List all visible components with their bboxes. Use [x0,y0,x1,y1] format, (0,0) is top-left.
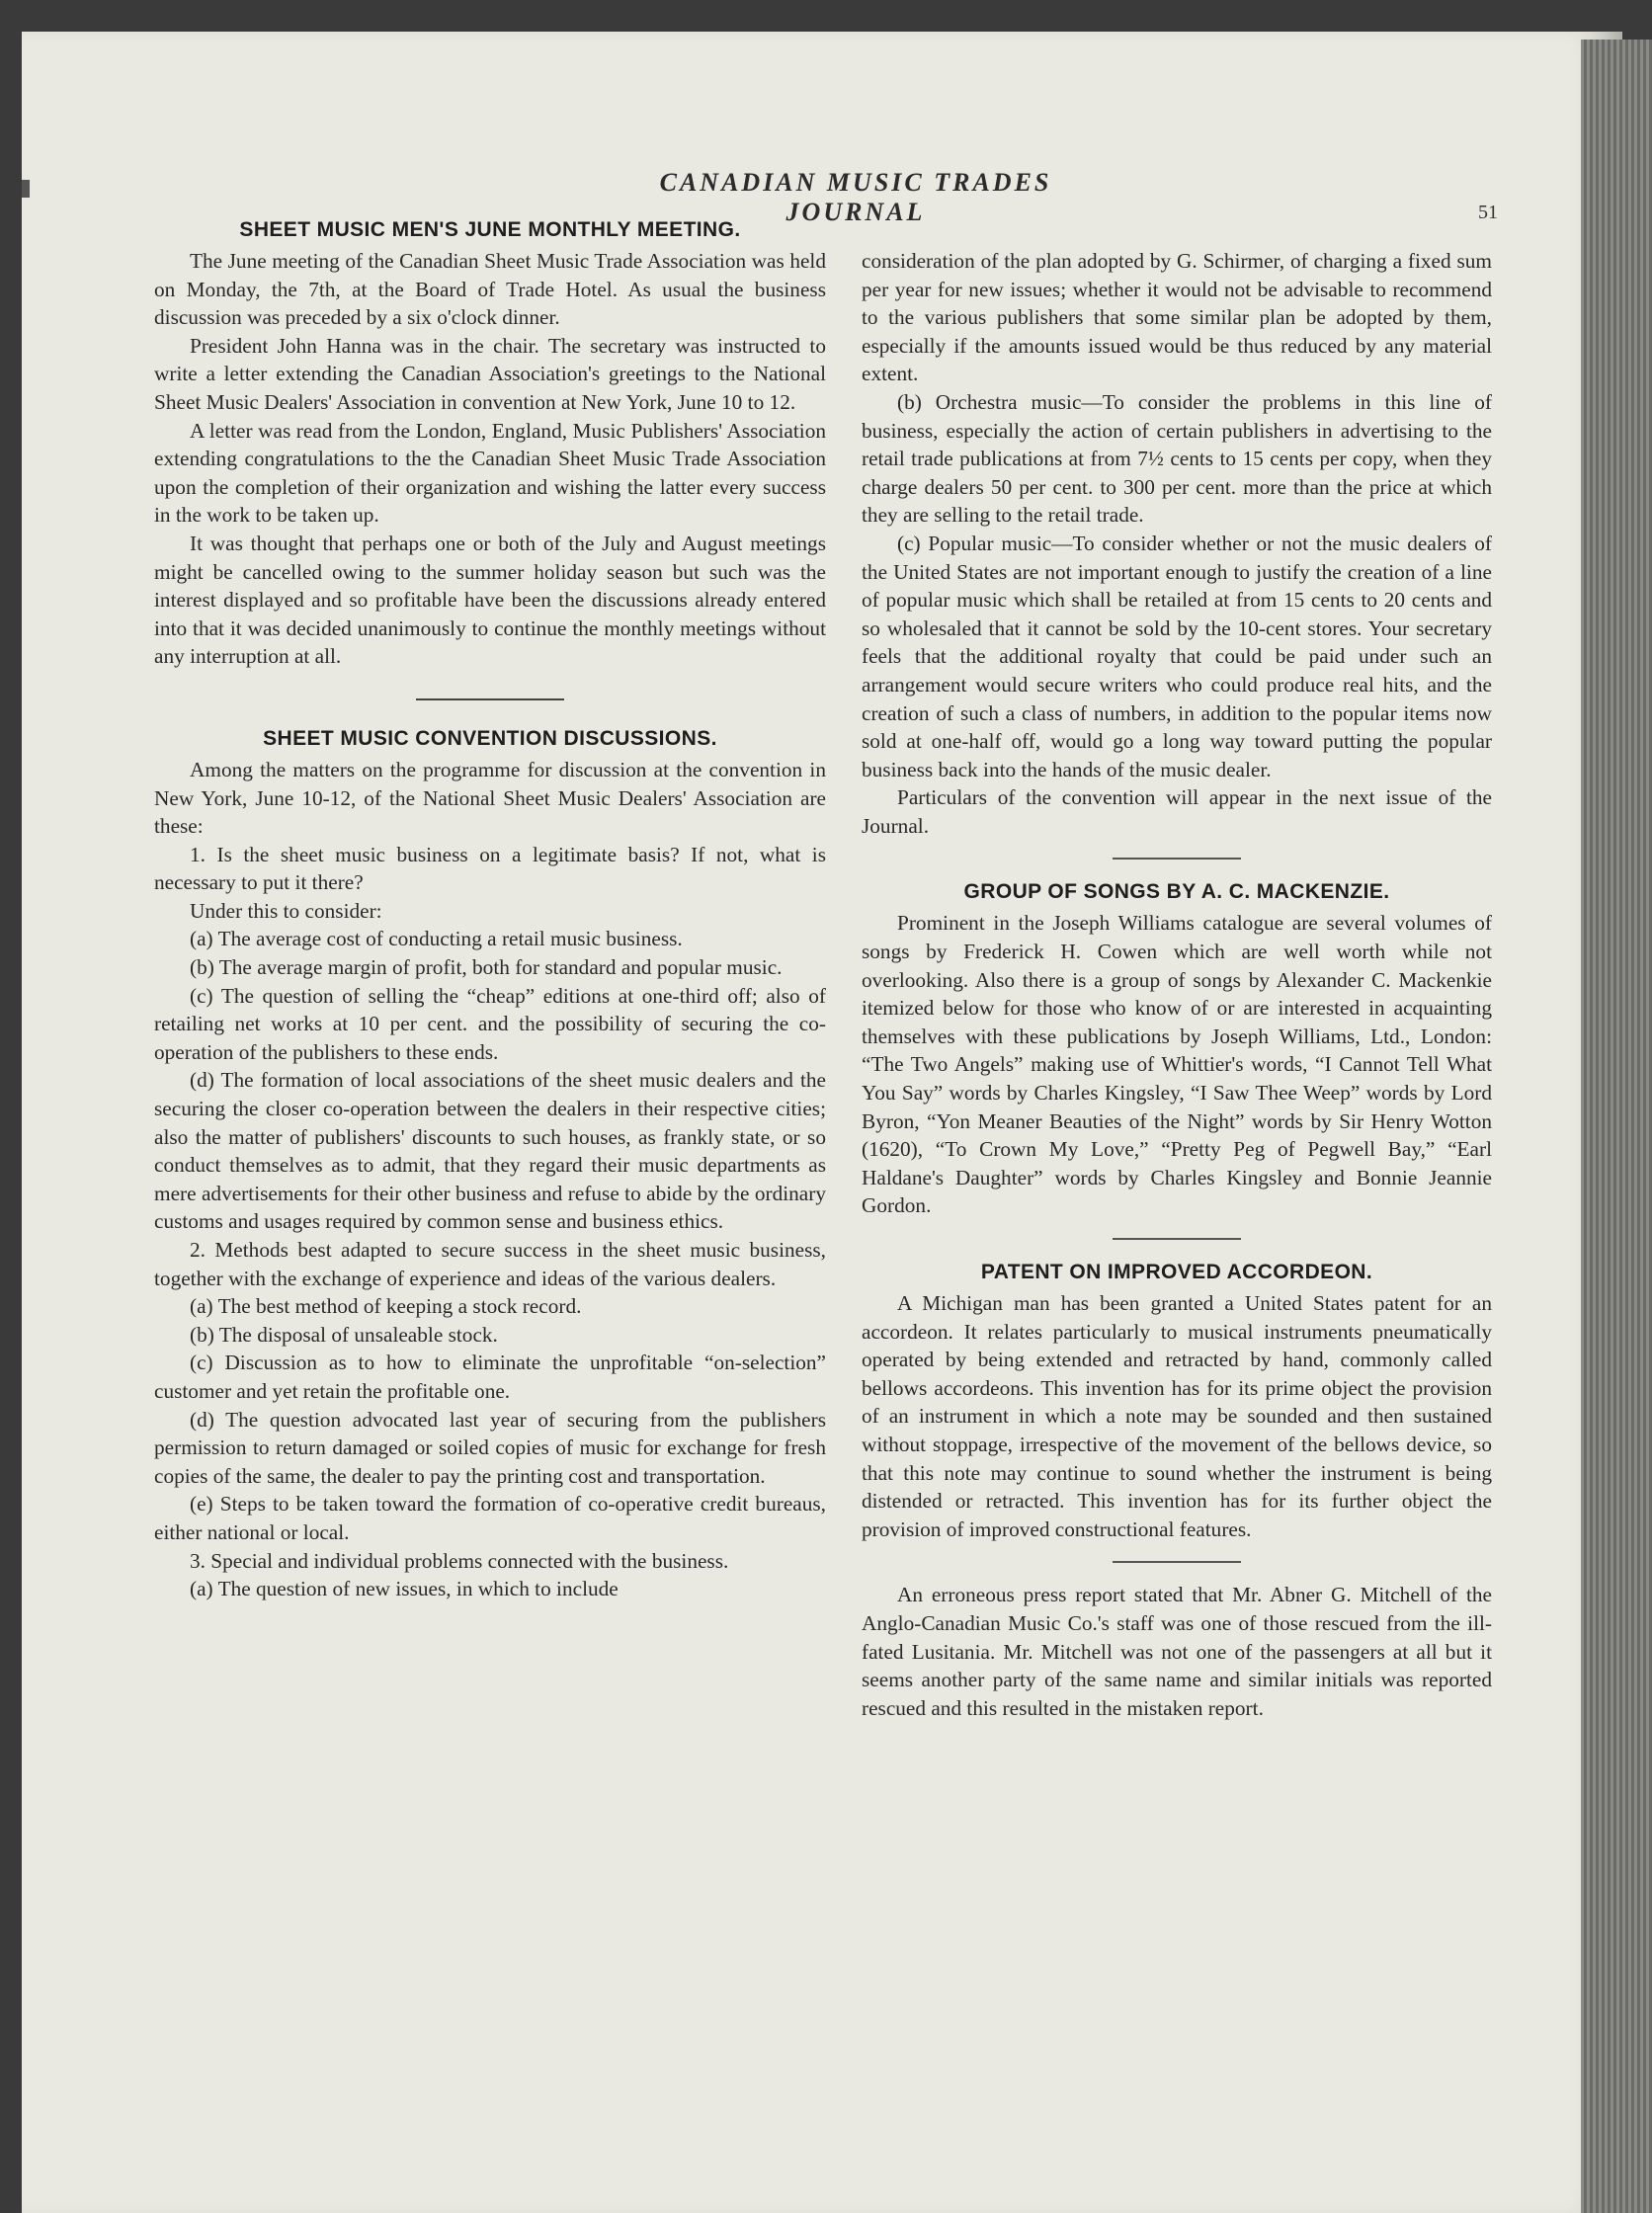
paragraph: (c) Popular music—To consider whether or not the music dealers of the United States are not important enough to justify the creation of a line of popular music which shall be retailed at from 15 cents to 20 cents and so wholesaled that it cannot be sold by the 10-cent stores. Your secretary feels that the additional royalty that could be paid under such an arrangement would secure writers who could produce real hits, and the creation of such a class of numbers, in addition to the popular items now sold at one-half off, would go a long way toward putting the popular business back into the hands of the music dealer. [862,531,1492,781]
page-number: 51 [1478,202,1498,223]
paragraph: A Michigan man has been granted a United States patent for an accordeon. It relates particularly to musical instruments pneumatically operated by being extended and retracted by hand, commonly called bellows accordeons. This invention has for its prime object the provision of an instrument in which a note may be sounded and then sustained without stoppage, irrespective of the movement of the bellows device, so that this note may continue to sound whether the instrument is being distended or retracted. This invention has for its further object the provision of improved constructional features. [862,1291,1492,1541]
right-column [862,247,1492,1722]
article-title-convention-discussions: SHEET MUSIC CONVENTION DISCUSSIONS. [263,726,717,750]
paragraph: Under this to consider: [190,898,382,923]
paragraph: The June meeting of the Canadian Sheet Music Trade Association was held on Monday, the 7th, at the Board of Trade Hotel. As usual the business discussion was preceded by a six o'clock dinner. [154,249,826,330]
book-spine-edge [1581,40,1652,2213]
paragraph: 2. Methods best adapted to secure success in the sheet music business, together with the exchange of experience and ideas of the various dealers. [154,1238,826,1290]
article-title-june-meeting: SHEET MUSIC MEN'S JUNE MONTHLY MEETING. [239,218,741,241]
paragraph: (b) The average margin of profit, both for standard and popular music. [190,955,783,980]
paragraph: (e) Steps to be taken toward the formation of co-operative credit bureaus, either national or local. [154,1492,826,1544]
paragraph: consideration of the plan adopted by G. Schirmer, of charging a fixed sum per year for new issues; whether it would not be advisable to recommend to the various publishers that some similar plan be adopted by them, especially if the amounts issued would be thus reduced by any material extent. [862,249,1492,386]
paragraph: Prominent in the Joseph Williams catalogue are several volumes of songs by Frederick H. Cowen which are well worth while not overlooking. Also there is a group of songs by Alexander C. Mackenkie itemized below for those who know of or are interested in acquainting themselves with these publications by Joseph Williams, Ltd., London: “The Two Angels” making use of Whittier's words, “I Cannot Tell What You Say” words by Charles Kingsley, “I Saw Thee Weep” words by Lord Byron, “Yon Meaner Beauties of the Night” words by Sir Henry Wotton (1620), “To Crown My Love,” “Pretty Peg of Pegwell Bay,” “Earl Haldane's Daughter” words by Charles Kingsley and Bonnie Jeannie Gordon. [862,911,1492,1218]
paragraph: A letter was read from the London, England, Music Publishers' Association extending congratulations to the the Canadian Sheet Music Trade Association upon the completion of their organization and wishing the latter every success in the work to be taken up. [154,418,826,528]
article-title-mackenzie-songs: GROUP OF SONGS BY A. C. MACKENZIE. [963,880,1390,904]
section-divider [416,698,564,700]
paragraph: 3. Special and individual problems connected with the business. [190,1548,729,1573]
paragraph: (c) Discussion as to how to eliminate the unprofitable “on-selection” customer and yet retain the profitable one. [154,1351,826,1403]
paragraph: President John Hanna was in the chair. The secretary was instructed to write a letter extending the Canadian Association's greetings to the National Sheet Music Dealers' Association in convention at New York, June 10 to 12. [154,333,826,414]
paragraph: An erroneous press report stated that Mr. Abner G. Mitchell of the Anglo-Canadian Music Co.'s staff was one of those rescued from the ill-fated Lusitania. Mr. Mitchell was not one of the passengers at all but it seems another party of the same name and similar initials was reported rescued and this resulted in the mistaken report. [862,1583,1492,1720]
section-divider [1113,1238,1241,1240]
paragraph: Among the matters on the programme for discussion at the convention in New York, June 10-12, of the National Sheet Music Dealers' Association are these: [154,757,826,839]
paragraph: (a) The average cost of conducting a retail music business. [190,927,683,951]
paragraph: (a) The best method of keeping a stock record. [190,1294,582,1319]
paragraph: Particulars of the convention will appear in the next issue of the Journal. [862,785,1492,838]
article-title-accordeon-patent: PATENT ON IMPROVED ACCORDEON. [980,1261,1373,1283]
paragraph: (c) The question of selling the “cheap” editions at one-third off; also of retailing net works at 10 per cent. and the possibility of securing the co-operation of the publishers to these ends. [154,983,826,1064]
page-edge-mark [22,180,30,198]
left-column [154,211,826,1603]
journal-title: CANADIAN MUSIC TRADES JOURNAL [659,168,1052,226]
paragraph: 1. Is the sheet music business on a legitimate basis? If not, what is necessary to put it there? [154,842,826,895]
section-divider [1113,1561,1241,1563]
paragraph: (b) The disposal of unsaleable stock. [190,1322,498,1347]
paragraph: (d) The formation of local associations of the sheet music dealers and the securing the closer co-operation between the dealers in their respective cities; also the matter of publishers' discounts to such houses, as frankly state, or so conduct themselves as to admit, that they regard their music departments as mere advertisements for their other business and refuse to abide by the ordinary customs and usages required by common sense and business ethics. [154,1068,826,1234]
paragraph: (a) The question of new issues, in which to include [190,1577,619,1601]
section-divider [1113,858,1241,860]
paragraph: It was thought that perhaps one or both of the July and August meetings might be cancelled owing to the summer holiday season but such was the interest displayed and so profitable have been the discussions already entered into that it was decided unanimously to continue the monthly meetings without any interruption at all. [154,531,826,669]
paragraph: (b) Orchestra music—To consider the problems in this line of business, especially the action of certain publishers in advertising to the retail trade publications at from 7½ cents to 15 cents per copy, when they charge dealers 50 per cent. to 300 per cent. more than the price at which they are selling to the retail trade. [862,389,1492,528]
paragraph: (d) The question advocated last year of securing from the publishers permission to return damaged or soiled copies of music for exchange for fresh copies of the same, the dealer to pay the printing cost and transportation. [154,1407,826,1488]
